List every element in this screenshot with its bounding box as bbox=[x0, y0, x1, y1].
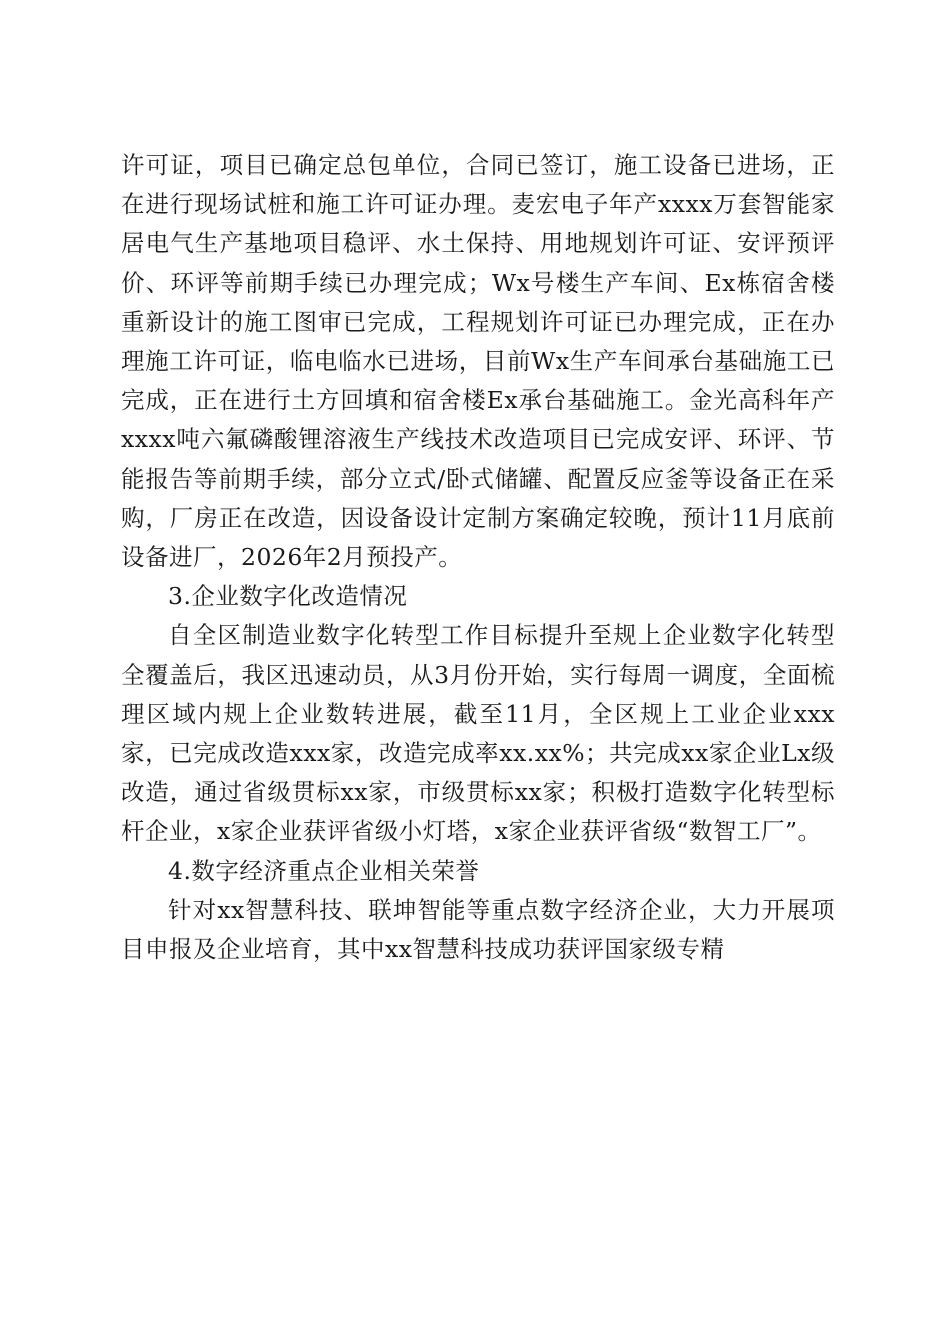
paragraph-project-progress: 许可证，项目已确定总包单位，合同已签订，施工设备已进场，正在进行现场试桩和施工许可证办理。麦宏电子年产xxxx万套智能家居电气生产基地项目稳评、水土保持、用地规划许可证、安评预评价、环评等前期手续已办理完成；Wx号楼生产车间、Ex栋宿舍楼重新设计的施工图审已完成，工程规划许可证已办理完成，正在办理施工许可证，临电临水已进场，目前Wx生产车间承台基础施工已完成，正在进行土方回填和宿舍楼Ex承台基础施工。金光高科年产xxxx吨六氟磷酸锂溶液生产线技术改造项目已完成安评、环评、节能报告等前期手续，部分立式/卧式储罐、配置反应釜等设备正在采购，厂房正在改造，因设备设计定制方案确定较晚，预计11月底前设备进厂，2026年2月预投产。 bbox=[121, 151, 835, 572]
paragraph-digital-transformation: 自全区制造业数字化转型工作目标提升至规上企业数字化转型全覆盖后，我区迅速动员，从3月份开始，实行每周一调度，全面梳理区域内规上企业数转进展，截至11月，全区规上工业企业xxx家，已完成改造xxx家，改造完成率xx.xx%；共完成xx家企业Lx级改造，通过省级贯标xx家，市级贯标xx家；积极打造数字化转型标杆企业，x家企业获评省级小灯塔，x家企业获评省级“数智工厂”。 bbox=[121, 621, 835, 846]
section-heading-digital-transformation: 3.企业数字化改造情况 bbox=[168, 582, 408, 611]
section-heading-enterprise-honors: 4.数字经济重点企业相关荣誉 bbox=[168, 856, 480, 885]
document-body bbox=[121, 146, 835, 969]
paragraph-enterprise-honors: 针对xx智慧科技、联坤智能等重点数字经济企业，大力开展项目申报及企业培育，其中xx智慧科技成功获评国家级专精 bbox=[121, 895, 835, 964]
